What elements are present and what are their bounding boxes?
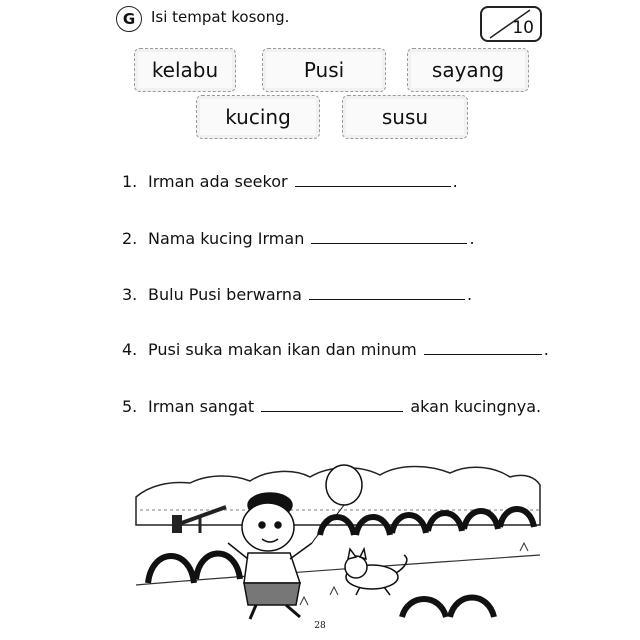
question-text: Pusi suka makan ikan dan minum [148,340,417,359]
word-box-kucing: kucing [196,95,320,139]
question-text-end: . [543,340,549,359]
answer-blank[interactable] [295,172,451,187]
question-number: 5. [122,397,138,416]
question-2 [122,229,475,248]
question-text-end: . [469,229,475,248]
question-text: Irman ada seekor [148,172,288,191]
answer-blank[interactable] [311,229,467,244]
score-box [480,6,542,42]
word-box-kelabu: kelabu [134,48,236,92]
question-text: Bulu Pusi berwarna [148,285,302,304]
page-number: 28 [314,621,326,631]
score-total: 10 [512,18,534,38]
question-number: 3. [122,285,138,304]
question-number: 1. [122,172,138,191]
question-number: 4. [122,340,138,359]
question-text-end: akan kucingnya. [410,397,542,416]
question-text: Irman sangat [148,397,255,416]
question-text-end: . [452,172,458,191]
question-text-end: . [466,285,473,304]
word-box-sayang: sayang [407,48,529,92]
question-5 [122,397,541,416]
instruction-text: Isi tempat kosong. [151,8,290,26]
park-illustration [0,455,640,621]
answer-blank[interactable] [309,285,465,300]
cat-icon [345,549,407,595]
question-3 [122,285,472,304]
question-text: Nama kucing Irman [148,229,305,248]
answer-blank[interactable] [261,397,403,412]
answer-blank[interactable] [424,340,542,355]
word-box-susu: susu [342,95,468,139]
question-4 [122,340,549,359]
word-box-pusi: Pusi [262,48,386,92]
question-number: 2. [122,229,138,248]
question-1 [122,172,458,191]
section-letter: G [116,6,142,32]
